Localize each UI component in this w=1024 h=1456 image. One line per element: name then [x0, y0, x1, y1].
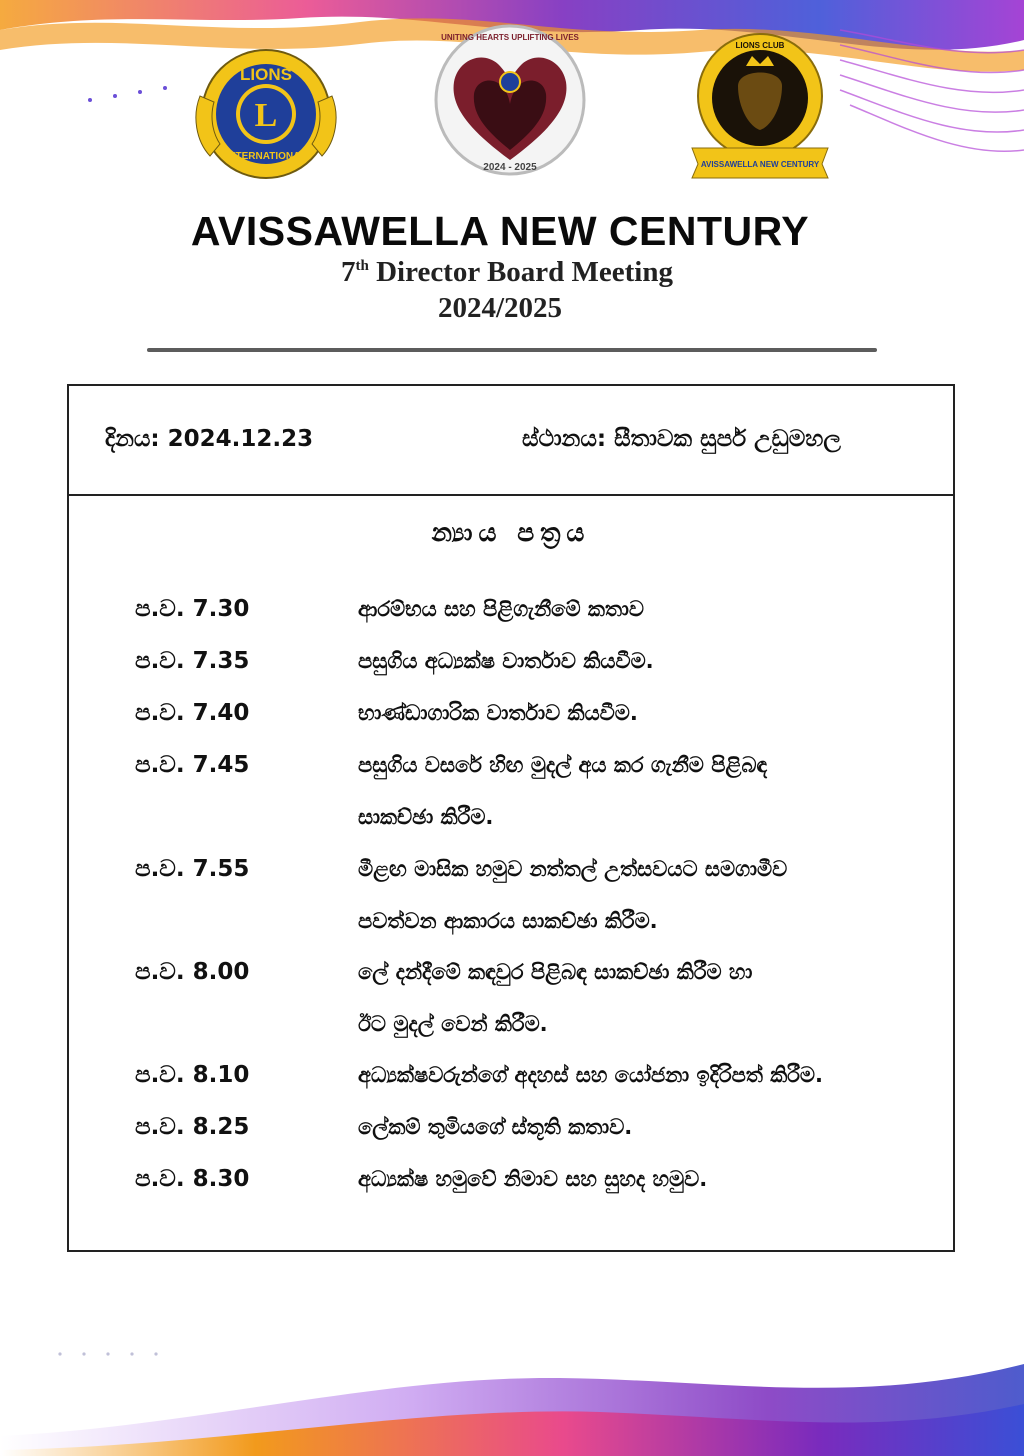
uniting-hearts-theme-logo	[432, 20, 588, 180]
agenda-item-time: ප.ව. 8.30	[135, 1166, 250, 1192]
agenda-item-line: භාණ්ඩාගාරික වාර්තාව කියවීම.	[358, 701, 638, 725]
club-logo-top-text: LIONS CLUB	[735, 41, 785, 50]
lions-logo-bottom-text: INTERNATIONAL	[225, 151, 307, 162]
agenda-item-line: මීළඟ මාසික හමුව නත්තල් උත්සවයට සමගාමීව	[358, 857, 788, 881]
agenda-item-line: පසුගිය අධ්‍යක්ෂ වාර්තාව කියවීම.	[358, 649, 654, 673]
agenda-item-description	[358, 635, 938, 687]
agenda-item-time: ප.ව. 7.35	[135, 648, 250, 674]
agenda-item-line: ඊට මුදල් වෙන් කිරීම.	[358, 1012, 548, 1036]
agenda-item-line: අධ්‍යක්ෂවරුන්ගේ අදහස් සහ යෝජනා ඉදිරිපත් කිරීම.	[358, 1063, 824, 1087]
theme-logo-years: 2024 - 2025	[483, 162, 537, 173]
club-title: AVISSAWELLA NEW CENTURY	[190, 208, 810, 254]
lions-international-logo	[186, 36, 346, 186]
meeting-ordinal-suffix: th	[355, 258, 369, 274]
agenda-item-description	[358, 583, 938, 635]
agenda-item-description	[358, 1101, 938, 1153]
agenda-item-description	[358, 946, 938, 1050]
agenda-item-time: ප.ව. 8.10	[135, 1062, 250, 1088]
venue-label: ස්ථානය:	[522, 426, 607, 452]
meeting-info-row	[69, 386, 953, 496]
agenda-heading: න්‍යාය පත්‍රය	[431, 518, 591, 547]
agenda-item-time: ප.ව. 7.40	[135, 700, 250, 726]
footer-wave-decoration	[0, 1316, 1024, 1456]
lions-logo-letter: L	[254, 97, 278, 134]
agenda-item-time: ප.ව. 8.25	[135, 1114, 250, 1140]
venue-value: සීතාවක සුපර් උඩුමහල	[614, 426, 841, 452]
date-value: 2024.12.23	[167, 426, 314, 452]
agenda-item-line: පවත්වන ආකාරය සාකච්ඡා කිරීම.	[358, 909, 658, 933]
club-logo-ribbon-text: AVISSAWELLA NEW CENTURY	[700, 160, 820, 169]
agenda-item-time: ප.ව. 8.00	[135, 959, 250, 985]
meeting-year: 2024/2025	[437, 292, 563, 324]
meeting-date	[105, 426, 313, 452]
meeting-subtitle	[0, 256, 1014, 289]
club-crest-logo	[686, 26, 834, 186]
agenda-item-time: ප.ව. 7.55	[135, 856, 250, 882]
agenda-item-description	[358, 1153, 938, 1205]
agenda-item-time: ප.ව. 7.30	[135, 596, 250, 622]
theme-logo-arc-text: UNITING HEARTS UPLIFTING LIVES	[441, 33, 579, 42]
agenda-item-description	[358, 843, 938, 947]
agenda-item-description	[358, 1049, 938, 1101]
meeting-venue	[522, 426, 841, 452]
agenda-item-line: ආරම්භය සහ පිළිගැනීමේ කතාව	[358, 597, 645, 621]
agenda-item-description	[358, 739, 938, 843]
agenda-item-description	[358, 687, 938, 739]
agenda-item-line: පසුගිය වසරේ හිඟ මුදල් අය කර ගැනීම පිළිබඳ	[358, 753, 768, 777]
meeting-subtitle-text: Director Board Meeting	[376, 256, 673, 288]
agenda-item-line: අධ්‍යක්ෂ හමුවේ නිමාව සහ සුහද හමුව.	[358, 1167, 708, 1191]
agenda-item-line: ලේකම් තුමියගේ ස්තූති කතාව.	[358, 1115, 633, 1139]
meeting-ordinal: 7	[341, 256, 356, 288]
date-label: දිනය:	[105, 426, 160, 452]
lions-logo-top-text: LIONS	[240, 65, 292, 84]
header-divider	[147, 348, 877, 352]
agenda-box	[67, 384, 955, 1252]
agenda-item-line: ලේ දන්දීමේ කඳවුර පිළිබඳ සාකච්ඡා කිරීම හා	[358, 960, 753, 984]
agenda-item-time: ප.ව. 7.45	[135, 752, 250, 778]
agenda-item-line: සාකච්ඡා කිරීම.	[358, 805, 494, 829]
